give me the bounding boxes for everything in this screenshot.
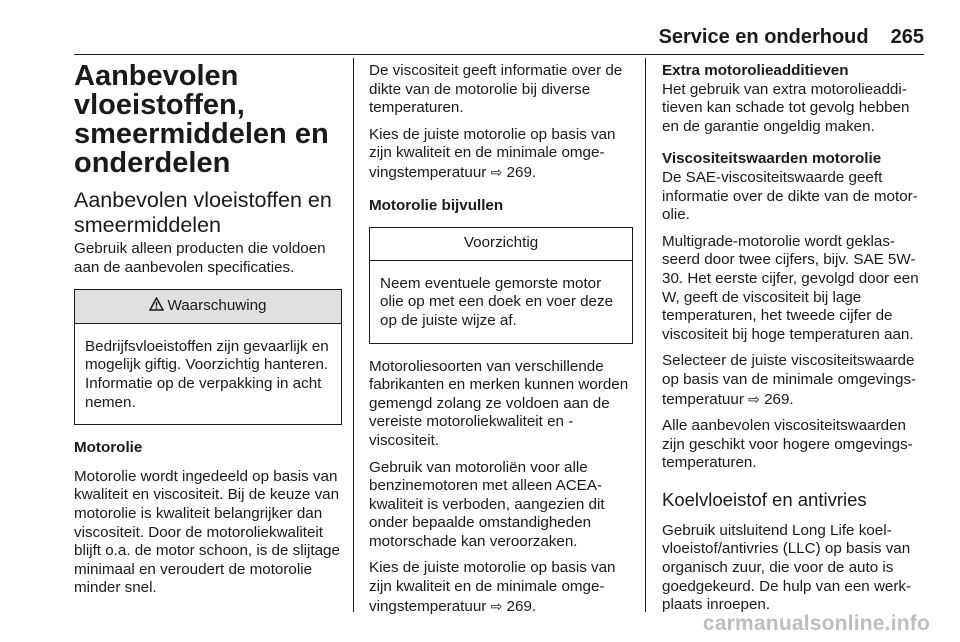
motorolie-text: Motorolie wordt ingedeeld op basis van kwaliteit en viscositeit. Bij de keuze van motorolie is kwaliteit belangrijker dan viscositeit. Door de motoroliekwaliteit blijft o.a. de motor schoon, is de slijtage minimaal en veroudert de motorolie minder snel. [74,467,340,597]
intro-text: Gebruik alleen producten die voldoen aan de aanbevolen specificaties. [74,240,326,276]
viscositeit-p1: De SAE-viscositeitswaarde geeft informatie over de dikte van de motorolie. [662,168,918,224]
column-3 [662,62,926,623]
acea-text: Gebruik van motoroliën voor alle benzinemotoren met alleen ACEA-kwaliteit is verboden, aangezien dit onder bepaalde omstandigheden motorschade kan veroorzaken. [369,458,605,550]
page-reference[interactable]: 269. [506,163,537,181]
viscositeit-heading: Viscositeitswaarden motorolie [662,150,882,168]
koel-text: Gebruik uitsluitend Long Life koelvloeistof/antivries (LLC) op basis van organisch zuur, die voor de auto is goedgekeurd. De hulp van een werkplaats inroepen. [662,521,912,614]
additieven-heading: Extra motorolieadditieven [662,62,849,79]
page-title: Aanbevolen vloeistoffen, smeermiddelen en onderdelen [74,60,329,179]
page-header [659,26,924,52]
header-divider [74,54,924,55]
choose-oil-text-2: Kies de juiste motorolie op basis van zijn kwaliteit en de minimale omgevingstemperatuur ⇨ 269. [369,559,616,615]
warning-triangle-icon [149,296,164,315]
page-reference[interactable]: 269. [506,597,537,615]
viscositeit-p2: Multigrade-motorolie wordt geklasseerd door twee cijfers, bijv. SAE 5W-30. Het eerste cijfer, gevolgd door een W, geeft de viscositeit bij lage temperaturen, het tweede cijfer de viscositeit bij hoge temperaturen aan. [662,232,919,343]
column-divider [353,58,354,612]
page-number: 265 [890,26,924,48]
bijvullen-heading: Motorolie bijvullen [369,196,504,214]
warning-box [74,289,342,425]
warning-box-header [75,290,341,324]
koel-heading: Koelvloeistof en antivries [662,488,867,510]
viscositeit-p4: Alle aanbevolen viscositeitswaarden zijn geschikt voor hogere omgevingstemperaturen. [662,417,913,472]
viscositeit-p3: Selecteer de juiste viscositeitswaarde op basis van de minimale omgevingstemperatuur ⇨ 269. [662,352,917,408]
watermark: carmanualsonline.info [702,612,930,635]
mixing-text: Motoroliesoorten van verschillende fabrikanten en merken kunnen worden gemengd zolang ze voldoen aan de vereiste motoroliekwaliteit en -viscositeit. [369,357,629,449]
motorolie-heading: Motorolie [74,439,143,457]
section-subtitle: Aanbevolen vloeistoffen en smeermiddelen [74,188,332,237]
page-reference[interactable]: 269. [764,390,794,408]
reference-arrow-icon: ⇨ [490,597,503,614]
warning-title: Waarschuwing [167,297,267,315]
viscosity-intro: De viscositeit geeft informatie over de dikte van de motorolie bij diverse temperaturen. [369,62,623,117]
caution-box [369,227,633,343]
section-title: Service en onderhoud [658,26,869,48]
warning-body: Bedrijfsvloeistoffen zijn gevaarlijk en mogelijk giftig. Voorzichtig hanteren. Informatie op de verpakking in acht nemen. [85,337,329,411]
caution-title: Voorzichtig [370,228,632,261]
column-1 [74,62,342,606]
caution-body: Neem eventuele gemorste motor olie op met een doek en voer deze op de juiste wijze af. [380,274,614,329]
reference-arrow-icon: ⇨ [748,390,760,407]
reference-arrow-icon: ⇨ [490,163,503,180]
column-divider [645,58,646,612]
column-2 [369,62,633,624]
additieven-text: Het gebruik van extra motorolieadditieven kan schade tot gevolg hebben en de garantie ongeldig maken. [662,80,910,135]
choose-oil-text: Kies de juiste motorolie op basis van zijn kwaliteit en de minimale omgevingstemperatuur ⇨ 269. [369,125,616,181]
